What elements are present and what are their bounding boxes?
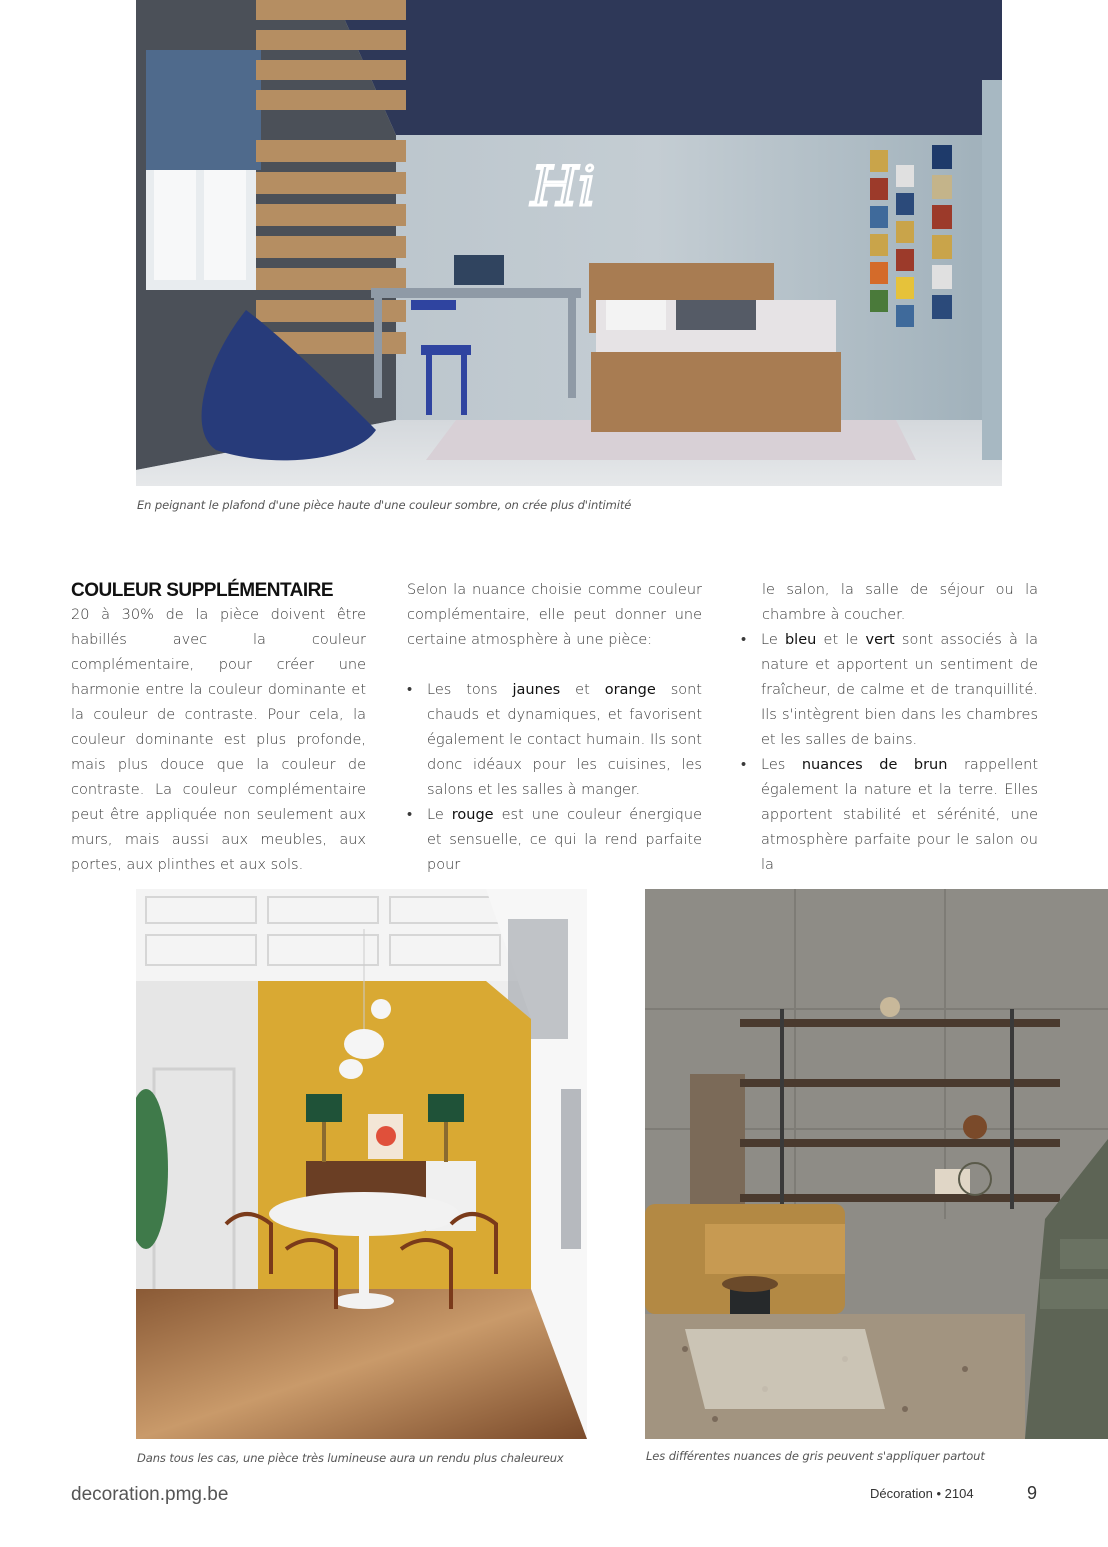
article-heading: COULEUR SUPPLÉMENTAIRE xyxy=(71,580,334,601)
article-column-2 xyxy=(407,578,702,878)
footer-website[interactable]: decoration.pmg.be xyxy=(71,1484,229,1505)
column-2-intro: Selon la nuance choisie comme couleur complémentaire, elle peut donner une certaine atmosphère à une pièce: xyxy=(407,582,702,648)
bottom-right-photo-caption: Les différentes nuances de gris peuvent s'appliquer partout xyxy=(646,1449,985,1463)
living-room-photo xyxy=(645,889,1108,1439)
top-photo-caption: En peignant le plafond d'une pièce haute d'une couleur sombre, on crée plus d'intimité xyxy=(137,498,632,512)
column-1-paragraph: 20 à 30% de la pièce doivent être habillés avec la couleur complémentaire, pour créer une harmonie entre la couleur dominante et la couleur de contraste. Pour cela, la couleur dominante est plus profonde, mais plus douce que la couleur de contraste. La couleur complémentaire peut être appliquée non seulement aux murs, mais aussi aux meubles, aux portes, aux plinthes et aux sols. xyxy=(71,607,366,873)
column-3-continuation: le salon, la salle de séjour ou la chambre à coucher. xyxy=(762,582,1038,623)
article-column-1 xyxy=(71,578,366,878)
footer-magazine-issue: Décoration • 2104 xyxy=(870,1486,974,1501)
bullet-blue-green: • Le bleu et le vert sont associés à la nature et apportent un sentiment de fraîcheur, de calme et de tranquillité. Ils s'intègrent bien dans les chambres et les salles de bains. xyxy=(741,628,1038,753)
neon-hi-sign: Hi xyxy=(531,155,596,218)
article-column-3 xyxy=(741,578,1038,878)
dining-room-photo xyxy=(136,889,587,1439)
bedroom-photo xyxy=(136,0,1002,486)
bullet-red: • Le rouge est une couleur énergique et sensuelle, ce qui la rend parfaite pour xyxy=(407,803,702,878)
bullet-brown: • Les nuances de brun rappellent également la nature et la terre. Elles apportent stabilité et sérénité, une atmosphère parfaite pour le salon ou la xyxy=(741,753,1038,878)
page-number: 9 xyxy=(1027,1483,1038,1503)
bottom-left-photo-caption: Dans tous les cas, une pièce très lumineuse aura un rendu plus chaleureux xyxy=(137,1451,564,1465)
bullet-yellow-orange: • Les tons jaunes et orange sont chauds et dynamiques, et favorisent également le contact humain. Ils sont donc idéaux pour les cuisines, les salons et les salles à manger. xyxy=(407,678,702,803)
